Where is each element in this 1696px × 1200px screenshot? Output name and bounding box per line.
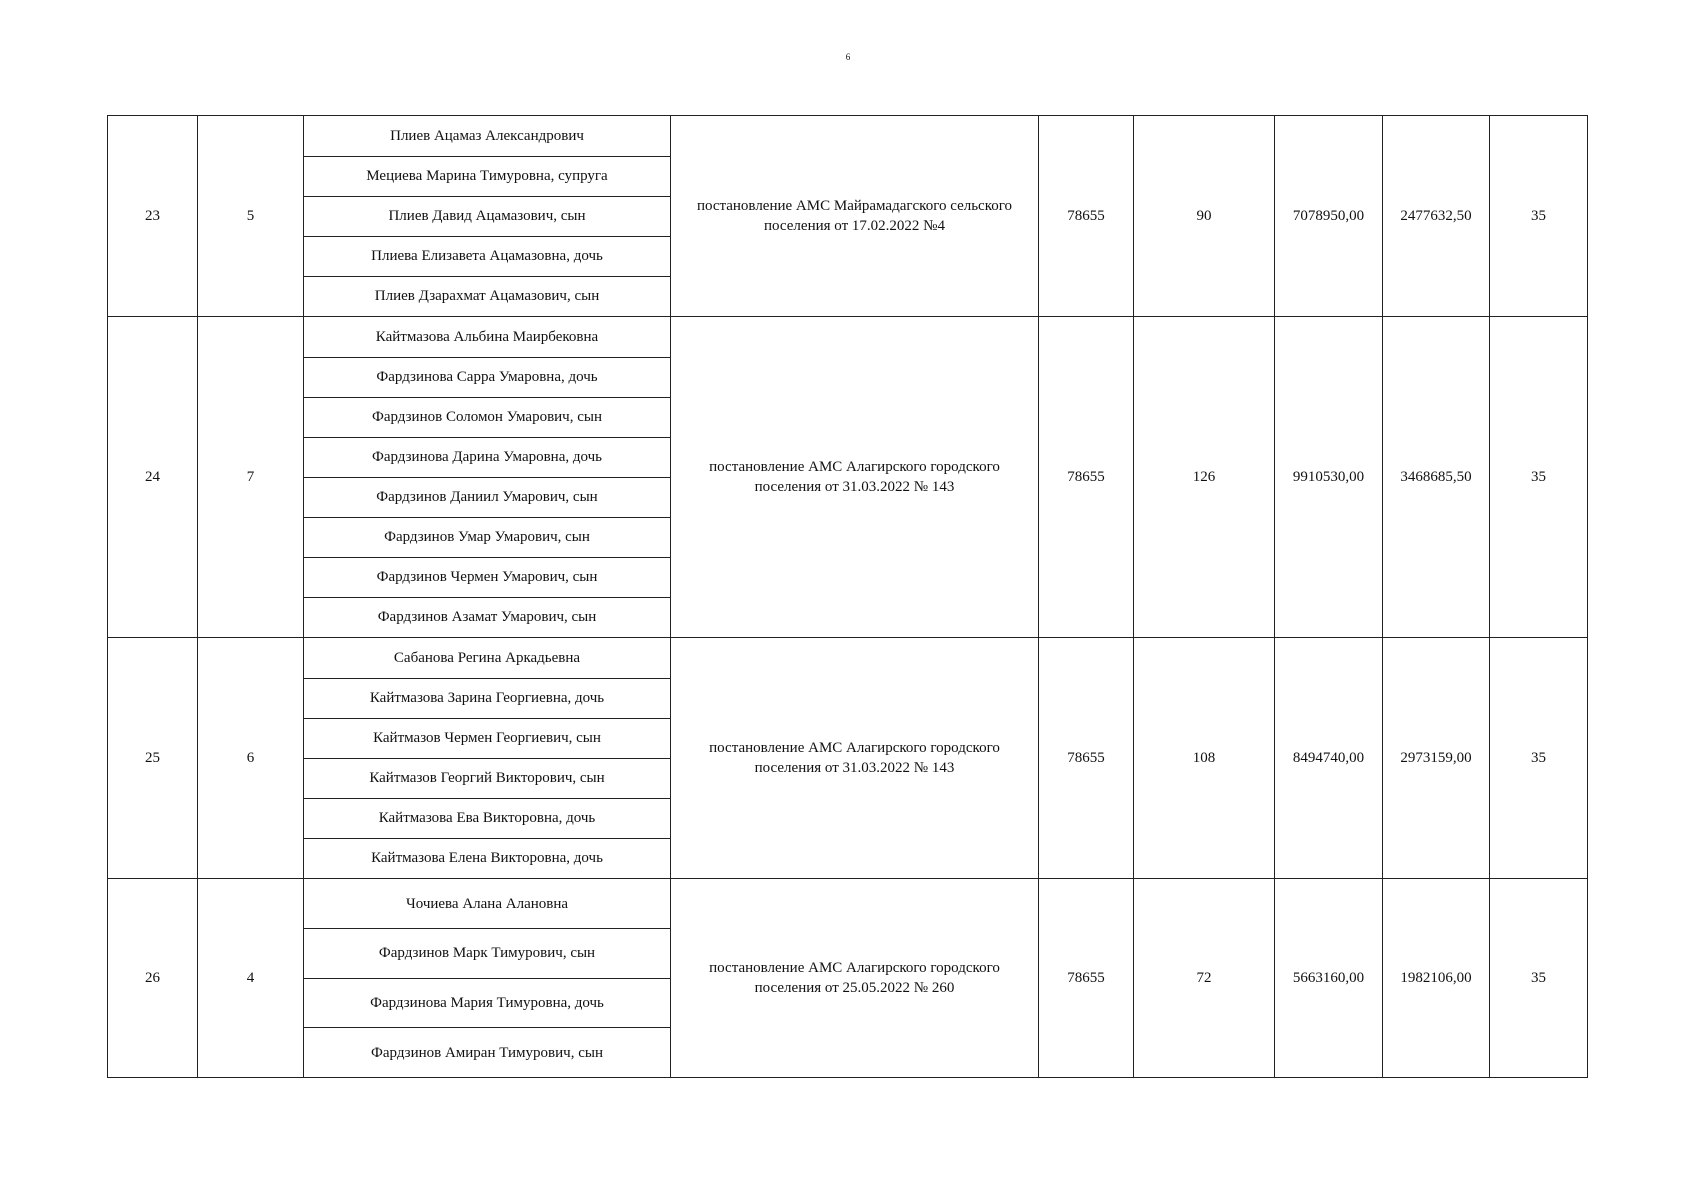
- family-member-name: Фардзинов Амиран Тимурович, сын: [371, 1044, 603, 1061]
- family-names-list: [304, 116, 670, 316]
- price-per-sqm: 78655: [1039, 879, 1134, 1078]
- row-number: 25: [108, 638, 198, 879]
- area-sqm: 108: [1134, 638, 1275, 879]
- family-member-name: Кайтмазова Альбина Маирбековна: [304, 317, 670, 357]
- family-member-name: Фардзинова Мария Тимуровна, дочь: [304, 978, 670, 1028]
- family-member-name: Фардзинов Марк Тимурович, сын: [304, 929, 670, 979]
- family-names-list: [304, 879, 670, 1077]
- family-member-name: Кайтмазова Елена Викторовна, дочь: [371, 850, 603, 867]
- table-body: [108, 116, 1588, 1078]
- subsidy-percent: 35: [1490, 638, 1588, 879]
- family-members-count: 7: [198, 317, 304, 638]
- family-member-name: Фардзинов Соломон Умарович, сын: [304, 397, 670, 437]
- row-number: 26: [108, 879, 198, 1078]
- document-reference: постановление АМС Алагирского городского поселения от 25.05.2022 № 260: [671, 879, 1039, 1078]
- family-member-name: Сабанова Регина Аркадьевна: [304, 638, 670, 678]
- subsidy-percent: 35: [1490, 116, 1588, 317]
- table-row: [108, 879, 1588, 1078]
- family-names-cell: [304, 879, 671, 1078]
- family-member-name: Плиев Давид Ацамазович, сын: [304, 196, 670, 236]
- family-member-name: Фардзинов Даниил Умарович, сын: [304, 477, 670, 517]
- family-member-name: Плиев Дзарахмат Ацамазович, сын: [374, 288, 600, 305]
- table-row: [108, 116, 1588, 317]
- family-member-name: Плиев Ацамаз Александрович: [304, 116, 670, 156]
- family-names-cell: [304, 317, 671, 638]
- family-member-name: Плиева Елизавета Ацамазовна, дочь: [304, 236, 670, 276]
- price-per-sqm: 78655: [1039, 638, 1134, 879]
- family-members-count: 4: [198, 879, 304, 1078]
- family-member-name: Кайтмазов Георгий Викторович, сын: [304, 758, 670, 798]
- family-member-name: Фардзинов Умар Умарович, сын: [304, 517, 670, 557]
- row-number: 23: [108, 116, 198, 317]
- family-member-name: Кайтмазова Зарина Георгиевна, дочь: [304, 678, 670, 718]
- table-row: [108, 317, 1588, 638]
- subsidy-amount: 3468685,50: [1383, 317, 1490, 638]
- family-member-name: Кайтмазов Чермен Георгиевич, сын: [304, 718, 670, 758]
- document-reference: постановление АМС Алагирского городского поселения от 31.03.2022 № 143: [671, 638, 1039, 879]
- subsidy-amount: 2973159,00: [1383, 638, 1490, 879]
- subsidy-amount: 2477632,50: [1383, 116, 1490, 317]
- family-member-name: Мециева Марина Тимуровна, супруга: [304, 156, 670, 196]
- document-reference: постановление АМС Алагирского городского поселения от 31.03.2022 № 143: [671, 317, 1039, 638]
- total-cost: 8494740,00: [1275, 638, 1383, 879]
- family-names-list: [304, 317, 670, 637]
- family-members-count: 5: [198, 116, 304, 317]
- family-member-name: Фардзинов Азамат Умарович, сын: [377, 609, 597, 626]
- families-table: [107, 115, 1588, 1078]
- family-member-name: Фардзинова Сарра Умаровна, дочь: [304, 357, 670, 397]
- subsidy-percent: 35: [1490, 879, 1588, 1078]
- family-names-cell: [304, 638, 671, 879]
- document-reference: постановление АМС Майрамадагского сельского поселения от 17.02.2022 №4: [671, 116, 1039, 317]
- total-cost: 5663160,00: [1275, 879, 1383, 1078]
- subsidy-percent: 35: [1490, 317, 1588, 638]
- area-sqm: 72: [1134, 879, 1275, 1078]
- row-number: 24: [108, 317, 198, 638]
- price-per-sqm: 78655: [1039, 116, 1134, 317]
- area-sqm: 90: [1134, 116, 1275, 317]
- family-member-name: Фардзинова Дарина Умаровна, дочь: [304, 437, 670, 477]
- area-sqm: 126: [1134, 317, 1275, 638]
- family-member-name: Фардзинов Чермен Умарович, сын: [304, 557, 670, 597]
- price-per-sqm: 78655: [1039, 317, 1134, 638]
- total-cost: 7078950,00: [1275, 116, 1383, 317]
- subsidy-amount: 1982106,00: [1383, 879, 1490, 1078]
- total-cost: 9910530,00: [1275, 317, 1383, 638]
- family-members-count: 6: [198, 638, 304, 879]
- family-member-name: Кайтмазова Ева Викторовна, дочь: [304, 798, 670, 838]
- table-row: [108, 638, 1588, 879]
- page-number: 6: [845, 52, 851, 62]
- family-names-cell: [304, 116, 671, 317]
- family-names-list: [304, 638, 670, 878]
- family-member-name: Чочиева Алана Алановна: [304, 879, 670, 929]
